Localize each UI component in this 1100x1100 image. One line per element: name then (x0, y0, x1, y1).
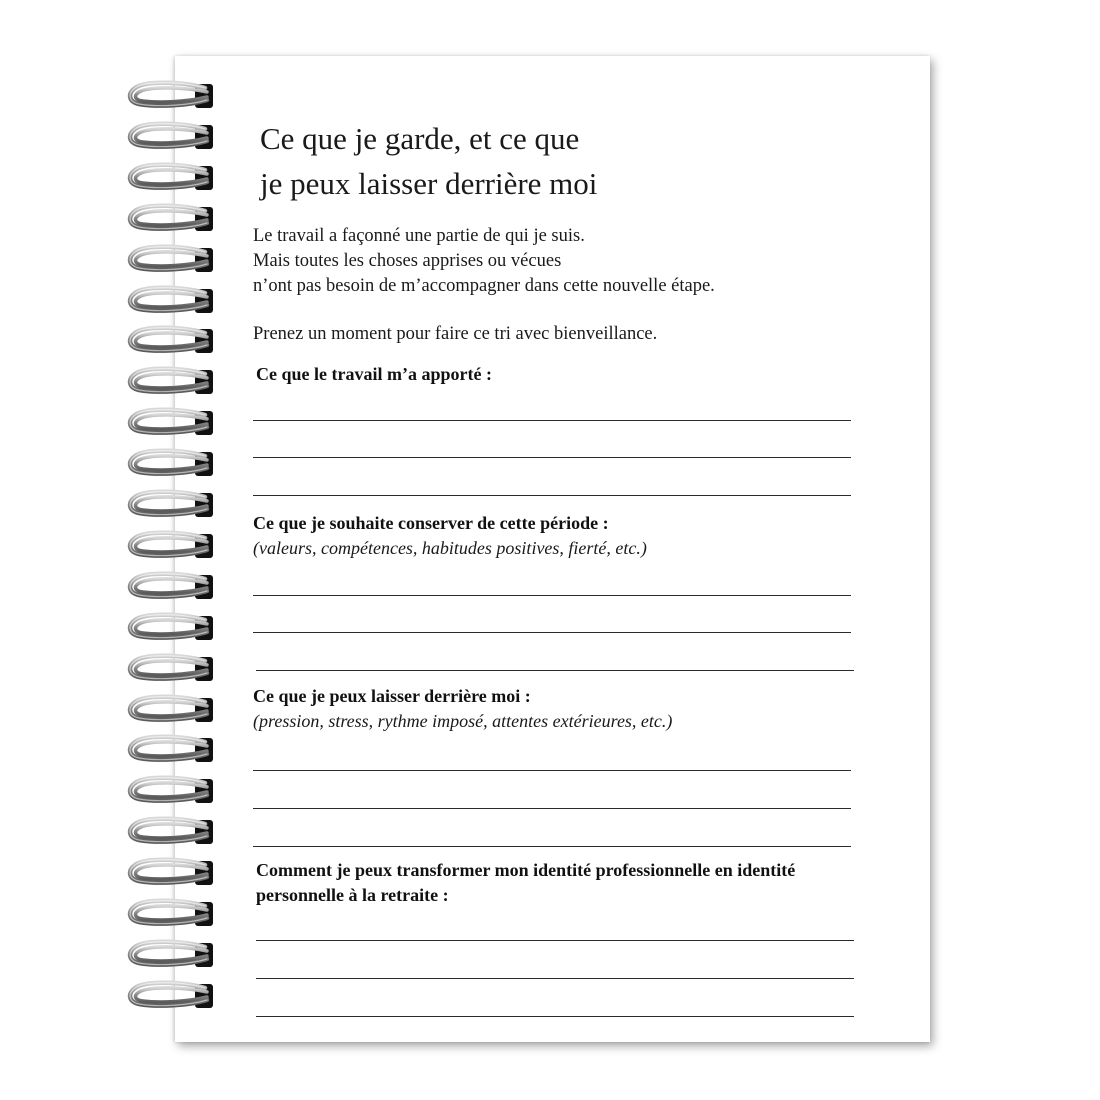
spiral-ring-icon (125, 732, 225, 766)
section-subtitle: (pression, stress, rythme imposé, attentes extérieures, etc.) (253, 711, 673, 731)
spiral-ring-icon (125, 119, 225, 153)
spiral-ring-icon (125, 896, 225, 930)
section-subtitle: (valeurs, compétences, habitudes positives, fierté, etc.) (253, 538, 647, 558)
spiral-ring-icon (125, 651, 225, 685)
spiral-ring-icon (125, 937, 225, 971)
section-heading-continued: personnelle à la retraite : (256, 885, 449, 905)
section-keep (253, 511, 863, 676)
writing-line[interactable] (253, 846, 851, 847)
writing-line[interactable] (253, 457, 851, 458)
spiral-binding (125, 78, 225, 1018)
spiral-ring-icon (125, 855, 225, 889)
page-title (260, 116, 597, 206)
intro-paragraph (253, 224, 715, 299)
section-leave-behind (253, 684, 863, 849)
writing-line[interactable] (256, 670, 854, 671)
section-heading: Ce que le travail m’a apporté : (256, 364, 492, 384)
spiral-ring-icon (125, 283, 225, 317)
writing-line[interactable] (256, 1016, 854, 1017)
page-content (175, 56, 930, 1042)
section-heading: Ce que je peux laisser derrière moi : (253, 686, 531, 706)
notebook-page (175, 56, 930, 1042)
spiral-ring-icon (125, 978, 225, 1012)
section-heading: Comment je peux transformer mon identité professionnelle en identité (256, 860, 796, 880)
intro-line-3: n’ont pas besoin de m’accompagner dans cette nouvelle étape. (253, 276, 715, 296)
writing-line[interactable] (256, 978, 854, 979)
spiral-ring-icon (125, 323, 225, 357)
title-line-1: Ce que je garde, et ce que (260, 121, 580, 156)
spiral-ring-icon (125, 446, 225, 480)
writing-line[interactable] (256, 940, 854, 941)
writing-line[interactable] (253, 595, 851, 596)
intro-line-2: Mais toutes les choses apprises ou vécues (253, 251, 562, 271)
spiral-ring-icon (125, 610, 225, 644)
spiral-ring-icon (125, 528, 225, 562)
section-contributions (253, 362, 863, 502)
invite-text: Prenez un moment pour faire ce tri avec bienveillance. (253, 324, 658, 344)
writing-line[interactable] (253, 770, 851, 771)
spiral-ring-icon (125, 773, 225, 807)
spiral-ring-icon (125, 405, 225, 439)
writing-line[interactable] (253, 632, 851, 633)
section-transform-identity (256, 858, 896, 1023)
spiral-ring-icon (125, 569, 225, 603)
spiral-ring-icon (125, 364, 225, 398)
spiral-ring-icon (125, 78, 225, 112)
spiral-ring-icon (125, 487, 225, 521)
writing-line[interactable] (253, 808, 851, 809)
intro-line-1: Le travail a façonné une partie de qui je suis. (253, 226, 585, 246)
spiral-ring-icon (125, 160, 225, 194)
spiral-ring-icon (125, 201, 225, 235)
spiral-ring-icon (125, 814, 225, 848)
title-line-2: je peux laisser derrière moi (260, 166, 598, 201)
section-heading: Ce que je souhaite conserver de cette période : (253, 513, 609, 533)
writing-line[interactable] (253, 495, 851, 496)
spiral-ring-icon (125, 692, 225, 726)
spiral-ring-icon (125, 242, 225, 276)
writing-line[interactable] (253, 420, 851, 421)
